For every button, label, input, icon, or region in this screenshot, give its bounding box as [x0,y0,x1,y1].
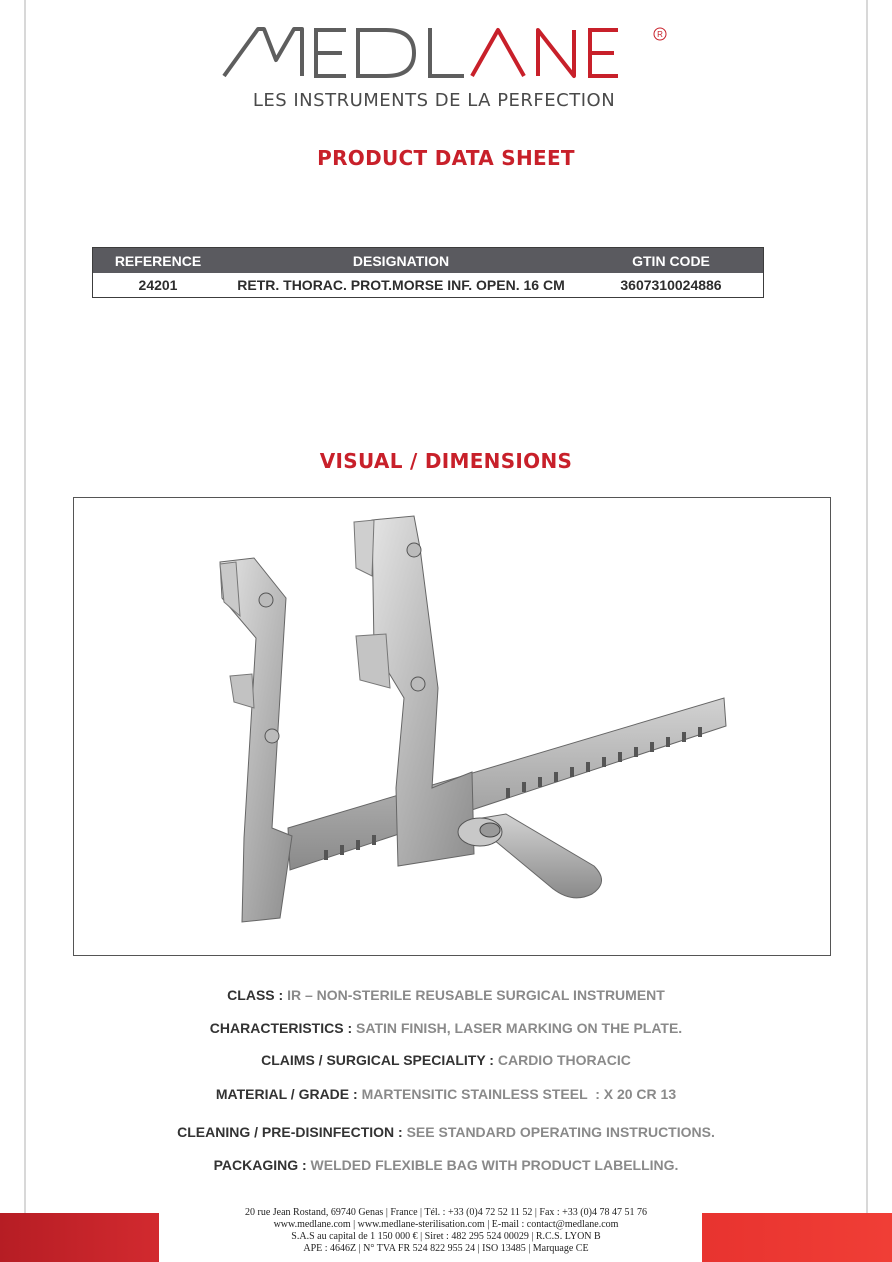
footer-web-email: www.medlane.com | www.medlane-sterilisation.com | E-mail : contact@medlane.com [273,1219,619,1230]
spec-cleaning [0,1124,892,1140]
spec-class [0,987,892,1003]
logo-tagline: LES INSTRUMENTS DE LA PERFECTION [252,90,616,111]
spec-packaging [0,1157,892,1173]
header-designation: DESIGNATION [352,252,450,269]
footer-address: 20 rue Jean Rostand, 69740 Genas | France | Tél. : +33 (0)4 72 52 11 52 | Fax : +33 (0)4 78 47 51 76 [245,1207,647,1218]
cell-reference: 24201 [138,277,178,293]
spec-characteristics-label: CHARACTERISTICS : [209,1020,357,1036]
header-reference: REFERENCE [114,252,202,269]
spec-claims [0,1052,892,1068]
spec-material-label: MATERIAL / GRADE : [215,1086,362,1102]
spec-material [0,1086,892,1102]
spec-class-value: IR – NON-STERILE REUSABLE SURGICAL INSTRUMENT [287,987,665,1003]
spec-characteristics-value: SATIN FINISH, LASER MARKING ON THE PLATE. [356,1020,683,1036]
product-data-sheet-title: PRODUCT DATA SHEET [317,146,575,170]
spec-cleaning-label: CLEANING / PRE-DISINFECTION : [177,1124,407,1140]
spec-packaging-value: WELDED FLEXIBLE BAG WITH PRODUCT LABELLING. [310,1157,679,1173]
footer-registration: APE : 4646Z | N° TVA FR 524 822 955 24 | ISO 13485 | Marquage CE [303,1243,589,1254]
spec-class-label: CLASS : [227,987,288,1003]
reference-table [92,247,764,298]
cell-gtin-code: 3607310024886 [620,277,722,293]
spec-claims-value: CARDIO THORACIC [497,1052,631,1068]
spec-packaging-label: PACKAGING : [213,1157,311,1173]
rib-retractor-illustration [74,498,830,955]
svg-text:R: R [657,30,663,39]
spec-claims-label: CLAIMS / SURGICAL SPECIALITY : [261,1052,498,1068]
spec-characteristics [0,1020,892,1036]
left-border-line [24,0,26,1262]
cell-designation: RETR. THORAC. PROT.MORSE INF. OPEN. 16 CM [237,277,565,293]
spec-material-value: MARTENSITIC STAINLESS STEEL : X 20 CR 13 [361,1086,677,1102]
table-row [93,273,763,297]
table-header-row [93,248,763,273]
right-border-line [866,0,868,1262]
footer-company-info: S.A.S au capital de 1 150 000 € | Siret : 482 295 524 00029 | R.C.S. LYON B [291,1231,601,1242]
footer-contact [0,1207,892,1255]
header-gtin-code: GTIN CODE [632,252,710,269]
product-visual-frame [73,497,831,956]
visual-dimensions-title: VISUAL / DIMENSIONS [319,449,573,473]
medlane-logo-mark [218,20,678,90]
spec-cleaning-value: SEE STANDARD OPERATING INSTRUCTIONS. [406,1124,715,1140]
